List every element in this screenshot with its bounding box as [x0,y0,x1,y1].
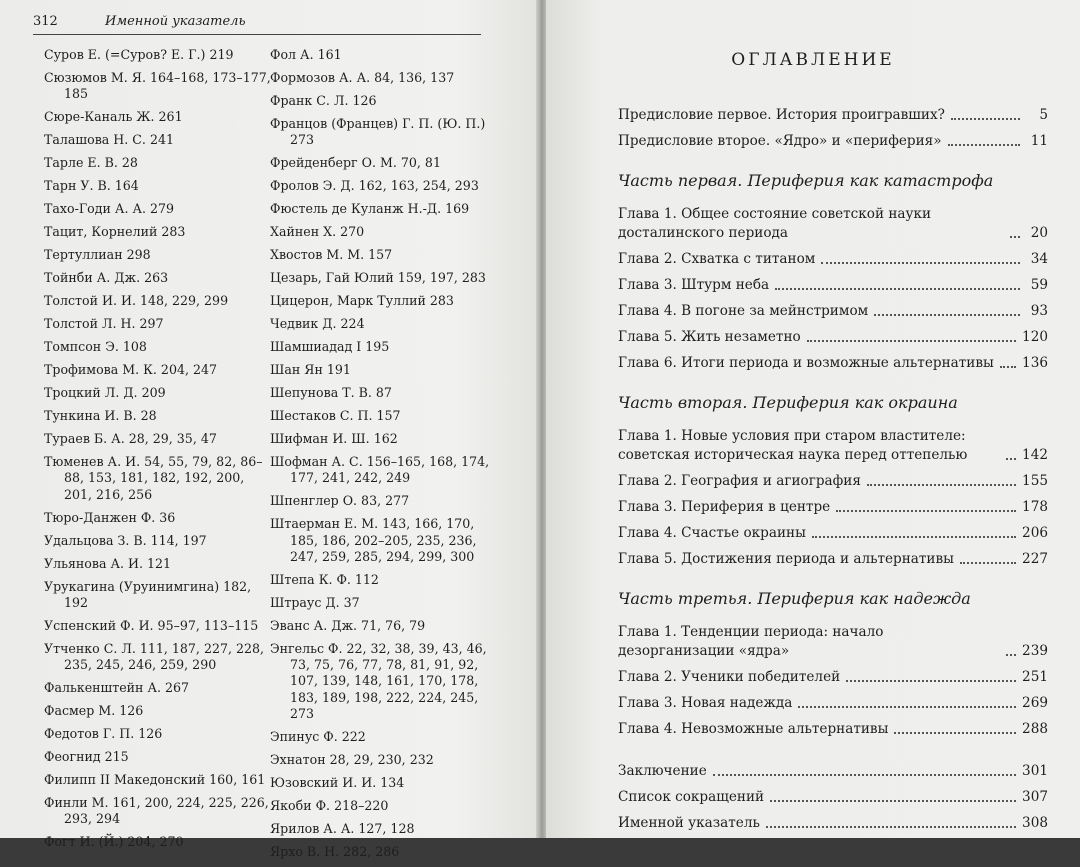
table-of-contents [618,106,1048,840]
toc-page-number: 93 [1030,303,1048,319]
index-entry: Ульянова А. И. 121 [44,555,172,571]
toc-page-number: 308 [1022,815,1048,831]
dot-leader [766,826,1016,828]
index-entry: Тункина И. В. 28 [44,408,157,424]
index-entry: Цицерон, Марк Туллий 283 [270,293,454,309]
index-entry: Хайнен Х. 270 [270,224,365,240]
toc-entry-title: Глава 4. Счастье окраины [618,525,806,541]
toc-row[interactable] [618,328,1048,347]
index-entry: Фалькенштейн А. 267 [44,680,190,696]
running-head-title: Именной указатель [105,14,246,29]
dot-leader [1006,458,1016,460]
toc-entry-title: Заключение [618,763,707,779]
toc-page-number: 269 [1022,695,1048,711]
dot-leader [867,484,1016,486]
toc-page-number: 59 [1030,277,1048,293]
index-entry: Чедвик Д. 224 [270,316,365,332]
toc-entry-title: Именной указатель [618,815,760,831]
toc-row[interactable] [618,498,1048,517]
index-entry: Шофман А. С. 156–165, 168, 174, 177, 241, 242, 249 [270,454,490,486]
index-entry: Троцкий Л. Д. 209 [44,385,166,401]
dot-leader [1000,366,1016,368]
index-entry: Эхнатон 28, 29, 230, 232 [270,751,434,767]
toc-row[interactable] [618,205,1048,243]
index-entry: Сюре-Каналь Ж. 261 [44,109,183,125]
dot-leader [846,680,1016,682]
index-entry: Финли М. 161, 200, 224, 225, 226, 293, 294 [44,795,269,827]
toc-page-number: 288 [1022,721,1048,737]
toc-page-number: 136 [1022,355,1048,371]
toc-page-number: 227 [1022,551,1048,567]
index-entry: Удальцова З. В. 114, 197 [44,532,207,548]
toc-entry-title: Глава 6. Итоги периода и возможные альтернативы [618,355,994,371]
toc-row[interactable] [618,276,1048,295]
index-entry: Фюстель де Куланж Н.-Д. 169 [270,201,470,217]
index-entry: Сюзюмов М. Я. 164–168, 173–177, 185 [44,69,271,102]
index-entry: Тарн У. В. 164 [44,178,139,194]
dot-leader [1006,654,1016,656]
toc-row[interactable] [618,720,1048,739]
toc-row[interactable] [618,427,1048,465]
dot-leader [713,774,1016,776]
index-entry: Урукагина (Уруинимгина) 182, 192 [44,578,252,610]
index-entry: Утченко С. Л. 111, 187, 227, 228, 235, 245, 246, 259, 290 [44,640,265,673]
dot-leader [874,314,1020,316]
index-entry: Успенский Ф. И. 95–97, 113–115 [44,617,259,633]
index-entry: Тахо-Годи А. А. 279 [44,201,175,217]
index-entry: Тураев Б. А. 28, 29, 35, 47 [44,431,217,447]
toc-page-number: 307 [1022,789,1048,805]
dot-leader [948,144,1020,146]
index-entry: Толстой Л. Н. 297 [44,316,164,332]
toc-entry-title: Глава 3. Штурм неба [618,277,770,293]
toc-row[interactable] [618,132,1048,151]
toc-entry-title: Глава 2. Ученики победителей [618,669,841,685]
index-entry: Тарле Е. В. 28 [44,155,138,171]
index-entry: Шепунова Т. В. 87 [270,385,392,401]
toc-entry-title: Глава 5. Достижения периода и альтернативы [618,551,954,567]
index-entry: Фол А. 161 [270,47,342,62]
toc-entry-title: Глава 1. Новые условия при старом властителе: советская историческая наука перед оттепелью [618,428,968,463]
index-column-1 [44,47,274,857]
toc-entry-title: Глава 2. География и агиография [618,473,861,489]
toc-page-number: 301 [1022,763,1048,779]
index-entry: Францов (Францев) Г. П. (Ю. П.) 273 [270,115,486,148]
dot-leader [951,118,1020,120]
dot-leader [807,340,1016,342]
index-entry: Томпсон Э. 108 [44,339,147,355]
index-entry: Цезарь, Гай Юлий 159, 197, 283 [270,270,486,286]
index-entry: Фрейденберг О. М. 70, 81 [270,155,441,171]
index-entry: Феогнид 215 [44,749,129,765]
dot-leader [894,732,1016,734]
index-entry: Тойнби А. Дж. 263 [44,270,169,286]
toc-row[interactable] [618,694,1048,713]
toc-page-number: 155 [1022,473,1048,489]
toc-row[interactable] [618,762,1048,781]
index-entry: Тюро-Данжен Ф. 36 [44,509,176,525]
toc-page-number: 178 [1022,499,1048,515]
index-entry: Суров Е. (=Суров? Е. Г.) 219 [44,47,234,62]
toc-entry-title: Глава 1. Общее состояние советской науки досталинского периода [618,206,932,241]
toc-page-number: 34 [1030,251,1048,267]
toc-entry-title: Глава 3. Периферия в центре [618,499,831,515]
right-page [546,0,1080,838]
dot-leader [770,800,1016,802]
dot-leader [960,562,1016,564]
index-entry: Хвостов М. М. 157 [270,247,393,263]
toc-row[interactable] [618,814,1048,833]
dot-leader [775,288,1020,290]
toc-page-number: 239 [1022,643,1048,659]
index-entry: Филипп II Македонский 160, 161 [44,772,266,788]
dot-leader [798,706,1016,708]
toc-entry-title: Предисловие первое. История проигравших? [618,107,945,123]
index-entry: Формозов А. А. 84, 136, 137 [270,69,455,85]
index-entry: Федотов Г. П. 126 [44,726,163,742]
index-entry: Энгельс Ф. 22, 32, 38, 39, 43, 46, 73, 75, 76, 77, 78, 81, 91, 92, 107, 139, 148, 161, 170, 178, 183, 189, 198, 222, 224, 245, 273 [270,640,487,722]
index-entry: Ярхо В. Н. 282, 286 [270,843,400,859]
index-entry: Фогт И. (Й.) 204, 270 [44,834,184,850]
index-entry: Шпенглер О. 83, 277 [270,493,410,509]
toc-row[interactable] [618,106,1048,125]
dot-leader [821,262,1020,264]
index-entry: Фасмер М. 126 [44,703,144,719]
index-column-2 [270,47,495,867]
toc-entry-title: Глава 4. В погоне за мейнстримом [618,303,869,319]
toc-row[interactable] [618,302,1048,321]
page-number: 312 [33,14,58,29]
index-entry: Штраус Д. 37 [270,594,360,610]
index-entry: Тертуллиан 298 [44,247,151,263]
index-entry: Шамшиадад I 195 [270,339,390,355]
toc-entry-title: Глава 3. Новая надежда [618,695,793,711]
index-entry: Тацит, Корнелий 283 [44,224,186,240]
index-entry: Якоби Ф. 218–220 [270,797,389,813]
index-entry: Тюменев А. И. 54, 55, 79, 82, 86–88, 153, 181, 182, 192, 200, 201, 216, 256 [44,454,263,502]
toc-page-number: 20 [1030,225,1048,241]
index-entry: Трофимова М. К. 204, 247 [44,362,218,378]
toc-row[interactable] [618,668,1048,687]
dot-leader [812,536,1016,538]
toc-page-number: 11 [1030,133,1048,149]
dot-leader [1010,236,1020,238]
toc-page-number: 142 [1022,447,1048,463]
toc-page-number: 120 [1022,329,1048,345]
toc-entry-title: Глава 5. Жить незаметно [618,329,801,345]
part-heading: Часть третья. Периферия как надежда [618,589,971,608]
index-entry: Фролов Э. Д. 162, 163, 254, 293 [270,178,479,194]
toc-row[interactable] [618,788,1048,807]
part-heading: Часть первая. Периферия как катастрофа [618,171,994,190]
index-entry: Шифман И. Ш. 162 [270,431,398,447]
toc-row[interactable] [618,623,1048,661]
toc-row[interactable] [618,354,1048,373]
toc-row[interactable] [618,250,1048,269]
toc-entry-title: Глава 4. Невозможные альтернативы [618,721,889,737]
index-entry: Франк С. Л. 126 [270,92,377,108]
toc-entry-title: Список сокращений [618,789,765,805]
toc-title: ОГЛАВЛЕНИЕ [731,50,895,70]
left-page [0,0,538,859]
toc-row[interactable] [618,550,1048,569]
toc-page-number: 251 [1022,669,1048,685]
index-entry: Талашова Н. С. 241 [44,132,174,148]
index-entry: Штепа К. Ф. 112 [270,571,379,587]
index-entry: Юзовский И. И. 134 [270,774,405,790]
index-entry: Штаерман Е. М. 143, 166, 170, 185, 186, 202–205, 235, 236, 247, 259, 285, 294, 299, 300 [270,516,477,564]
toc-entry-title: Глава 1. Тенденции периода: начало дезорганизации «ядра» [618,624,884,659]
index-entry: Эпинус Ф. 222 [270,729,366,744]
index-entry: Эванс А. Дж. 71, 76, 79 [270,617,426,633]
toc-row[interactable] [618,472,1048,491]
running-head [33,12,481,35]
index-entry: Толстой И. И. 148, 229, 299 [44,293,229,309]
toc-entry-title: Предисловие второе. «Ядро» и «периферия» [618,133,942,149]
toc-row[interactable] [618,524,1048,543]
toc-entry-title: Глава 2. Схватка с титаном [618,251,816,267]
dot-leader [836,510,1016,512]
index-entry: Шестаков С. П. 157 [270,408,401,424]
toc-page-number: 5 [1039,107,1048,123]
index-entry: Ярилов А. А. 127, 128 [270,820,415,836]
toc-page-number: 206 [1022,525,1048,541]
index-entry: Шан Ян 191 [270,362,351,378]
toc-spacer [618,746,1048,762]
part-heading: Часть вторая. Периферия как окраина [618,393,958,412]
